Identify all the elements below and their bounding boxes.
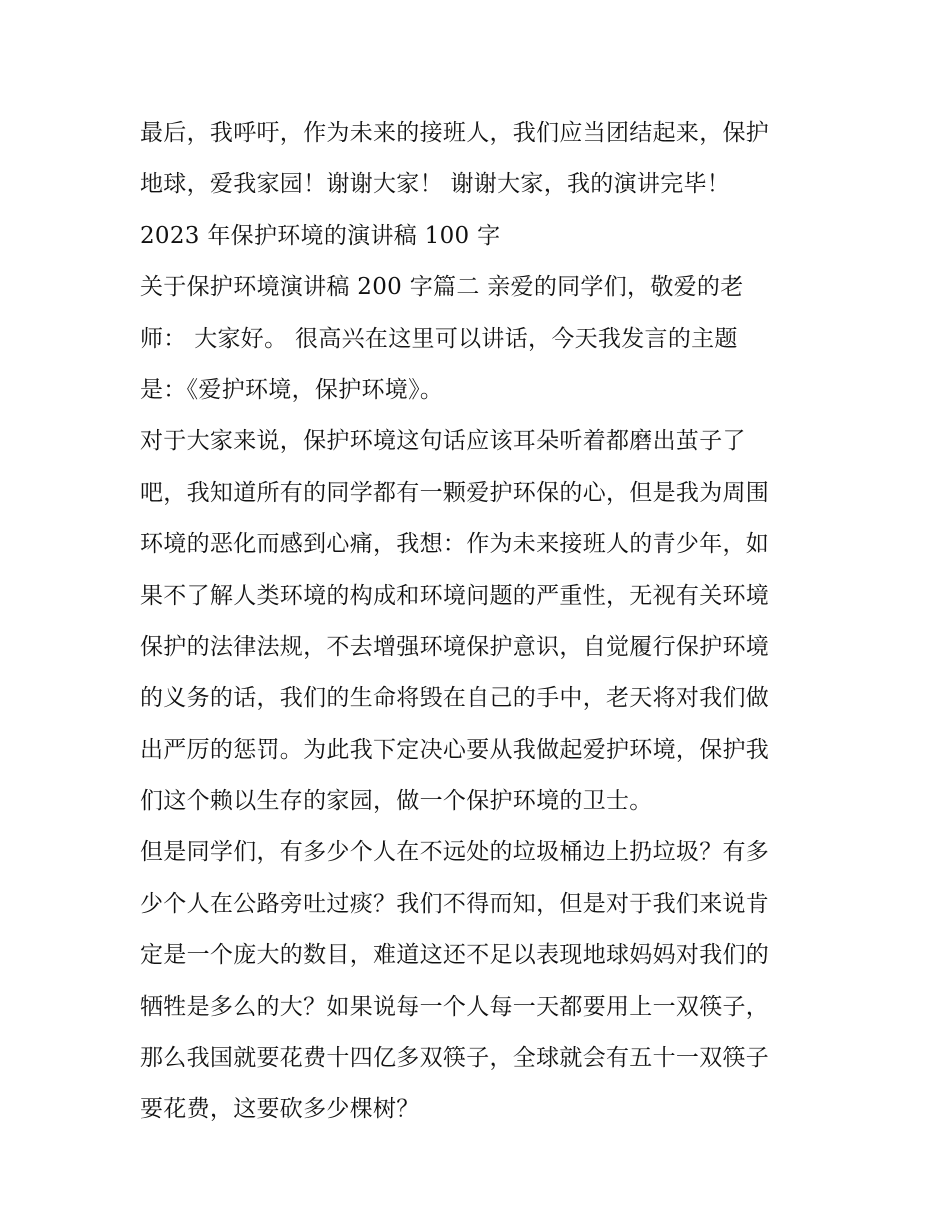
text-line: 果不了解人类环境的构成和环境问题的严重性，无视有关环境 [140,582,770,609]
document-body [140,108,820,1136]
text-line: 出严厉的惩罚。为此我下定决心要从我做起爱护环境，保护我 [140,736,770,763]
text-line: 最后，我呼吁，作为未来的接班人，我们应当团结起来，保护 [140,120,770,146]
text-line: 对于大家来说，保护环境这句话应该耳朵听着都磨出茧子了 [140,428,746,455]
text-line: 关于保护环境演讲稿 200 字篇二 亲爱的同学们，敬爱的老 [140,274,744,301]
text-line: 保护的法律法规，不去增强环境保护意识，自觉履行保护环境 [140,633,770,660]
text-line: 牺牲是多么的大？如果说每一个人每一天都要用上一双筷子， [140,993,770,1020]
text-line: 定是一个庞大的数目，难道这还不足以表现地球妈妈对我们的 [140,942,770,969]
text-line: 地球，爱我家园！谢谢大家！ 谢谢大家，我的演讲完毕！ [140,171,731,198]
text-line: 吧，我知道所有的同学都有一颗爱护环保的心，但是我为周围 [140,479,770,506]
text-line: 少个人在公路旁吐过痰？我们不得而知，但是对于我们来说肯 [140,890,770,917]
text-line: 要花费，这要砍多少棵树？ [140,1096,420,1123]
text-line: 但是同学们，有多少个人在不远处的垃圾桶边上扔垃圾？有多 [140,839,770,866]
text-line: 的义务的话，我们的生命将毁在自己的手中，老天将对我们做 [140,685,770,712]
text-line: 师： 大家好。 很高兴在这里可以讲话，今天我发言的主题 [140,325,738,352]
text-line: 是：《爱护环境，保护环境》。 [140,376,444,403]
text-line: 们这个赖以生存的家园，做一个保护环境的卫士。 [140,788,653,815]
text-line: 那么我国就要花费十四亿多双筷子，全球就会有五十一双筷子 [140,1045,770,1072]
text-line: 环境的恶化而感到心痛，我想：作为未来接班人的青少年，如 [140,531,770,558]
section-heading: 2023 年保护环境的演讲稿 100 字 [140,222,501,249]
